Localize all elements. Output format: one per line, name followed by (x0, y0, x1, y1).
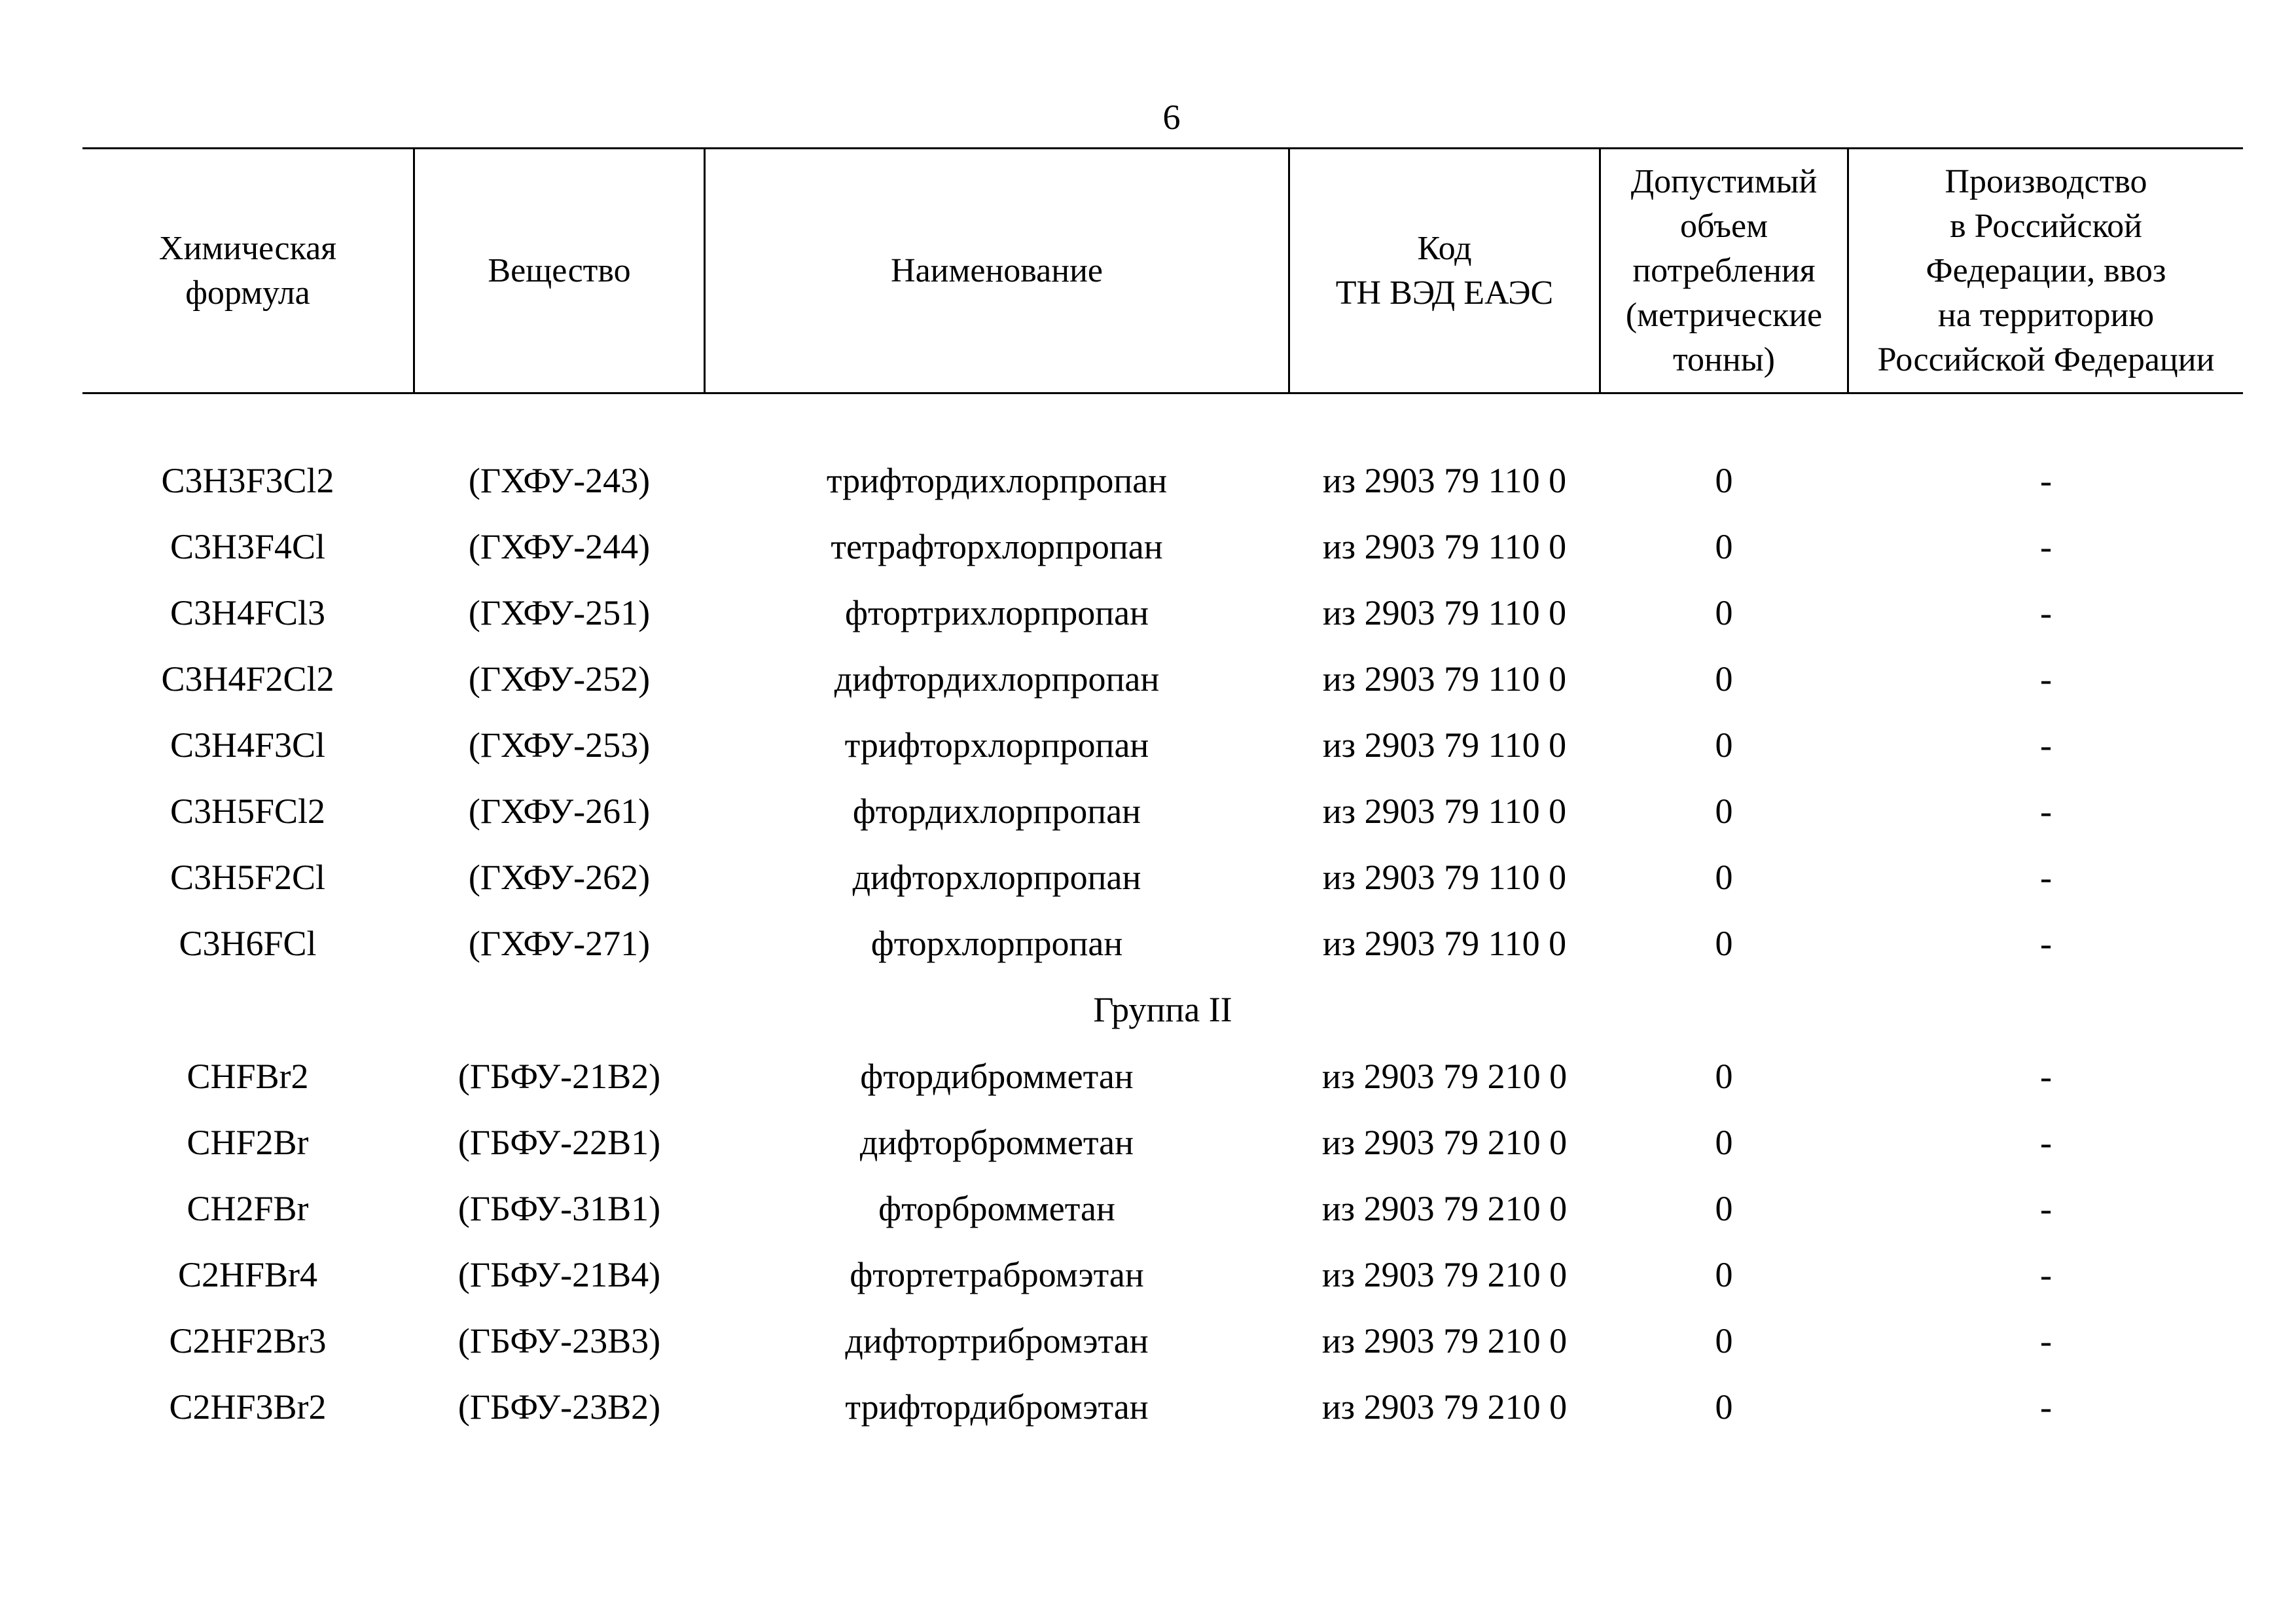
table-row (0, 1044, 2296, 1109)
allowed-volume: 0 (1715, 792, 1733, 831)
tn-ved-code: из 2903 79 110 0 (1322, 792, 1567, 831)
tn-ved-code: из 2903 79 110 0 (1322, 924, 1567, 963)
chemical-formula: C3H4F2Cl2 (161, 659, 334, 699)
table-row (0, 646, 2296, 712)
page-number: 6 (1162, 98, 1181, 137)
substance-name: дифторхлорпропан (852, 858, 1141, 897)
substance-name: трифтордибромэтан (845, 1387, 1149, 1427)
substance-code: (ГХФУ-244) (468, 527, 651, 566)
table-row (0, 911, 2296, 976)
substance-code: (ГХФУ-252) (468, 659, 651, 699)
allowed-volume: 0 (1715, 858, 1733, 897)
production-import: - (2040, 527, 2052, 566)
tn-ved-code: из 2903 79 210 0 (1321, 1255, 1568, 1294)
chemical-formula: CH2FBr (187, 1189, 309, 1228)
substance-code: (ГБФУ-23B2) (457, 1387, 661, 1427)
chemical-formula: C3H4F3Cl (170, 725, 326, 765)
substance-code: (ГБФУ-22B1) (457, 1123, 661, 1162)
substance-code: (ГХФУ-243) (468, 461, 651, 500)
allowed-volume: 0 (1715, 1255, 1733, 1294)
table-row (0, 1110, 2296, 1175)
allowed-volume: 0 (1715, 924, 1733, 963)
allowed-volume: 0 (1715, 725, 1733, 765)
tn-ved-code: из 2903 79 210 0 (1321, 1189, 1568, 1228)
tn-ved-code: из 2903 79 210 0 (1321, 1057, 1568, 1096)
header-tn-ved-code: Код ТН ВЭД ЕАЭС (1335, 229, 1554, 312)
chemical-formula: C3H5F2Cl (170, 858, 326, 897)
table-row (0, 845, 2296, 910)
substance-name: фтортрихлорпропан (845, 593, 1149, 632)
substance-name: фтортетрабромэтан (850, 1255, 1144, 1294)
table-row (0, 580, 2296, 646)
production-import: - (2040, 1057, 2052, 1096)
production-import: - (2040, 1123, 2052, 1162)
substance-code: (ГБФУ-21B4) (457, 1255, 661, 1294)
substance-name: дифтортрибромэтан (845, 1321, 1149, 1360)
tn-ved-code: из 2903 79 110 0 (1322, 461, 1567, 500)
allowed-volume: 0 (1715, 593, 1733, 632)
substance-name: трифтордихлорпропан (826, 461, 1168, 500)
substance-name: трифторхлорпропан (844, 725, 1149, 765)
chemical-formula: C2HF2Br3 (169, 1321, 327, 1360)
table-row (0, 514, 2296, 579)
chemical-formula: C3H6FCl (179, 924, 317, 963)
production-import: - (2040, 593, 2052, 632)
tn-ved-code: из 2903 79 110 0 (1322, 858, 1567, 897)
header-allowed-volume: Допустимый объем потребления (метрические тонны) (1625, 162, 1823, 378)
production-import: - (2040, 792, 2052, 831)
tn-ved-code: из 2903 79 110 0 (1322, 593, 1567, 632)
table-row (0, 712, 2296, 778)
header-substance: Вещество (488, 251, 631, 289)
table-header (82, 147, 2243, 394)
substance-code: (ГБФУ-31B1) (457, 1189, 661, 1228)
production-import: - (2040, 1387, 2052, 1427)
allowed-volume: 0 (1715, 1321, 1733, 1360)
production-import: - (2040, 659, 2052, 699)
substance-code: (ГХФУ-261) (468, 792, 651, 831)
chemical-formula: C2HFBr4 (177, 1255, 318, 1294)
table-row (0, 778, 2296, 844)
production-import: - (2040, 1321, 2052, 1360)
tn-ved-code: из 2903 79 110 0 (1322, 527, 1567, 566)
substance-name: дифтордихлорпропан (834, 659, 1160, 699)
allowed-volume: 0 (1715, 659, 1733, 699)
allowed-volume: 0 (1715, 1387, 1733, 1427)
production-import: - (2040, 725, 2052, 765)
header-production-import: Производство в Российской Федерации, ввоз на территорию Российской Федерации (1877, 162, 2215, 378)
table-row (0, 1242, 2296, 1307)
allowed-volume: 0 (1715, 527, 1733, 566)
allowed-volume: 0 (1715, 1057, 1733, 1096)
tn-ved-code: из 2903 79 110 0 (1322, 725, 1567, 765)
table-row (0, 1308, 2296, 1374)
production-import: - (2040, 1255, 2052, 1294)
substance-name: тетрафторхлорпропан (831, 527, 1163, 566)
header-name: Наименование (891, 251, 1103, 289)
substance-code: (ГХФУ-251) (468, 593, 651, 632)
substance-code: (ГХФУ-262) (468, 858, 651, 897)
chemical-formula: CHFBr2 (187, 1057, 309, 1096)
chemical-formula: C3H3F4Cl (170, 527, 326, 566)
substance-name: фтордихлорпропан (852, 792, 1141, 831)
chemical-formula: C2HF3Br2 (169, 1387, 327, 1427)
table-row (0, 448, 2296, 513)
chemical-formula: C3H3F3Cl2 (161, 461, 334, 500)
substance-code: (ГБФУ-23B3) (457, 1321, 661, 1360)
substance-code: (ГХФУ-271) (468, 924, 651, 963)
production-import: - (2040, 858, 2052, 897)
allowed-volume: 0 (1715, 1123, 1733, 1162)
chemical-formula: CHF2Br (187, 1123, 309, 1162)
header-chemical-formula: Химическая формула (158, 229, 337, 312)
allowed-volume: 0 (1715, 461, 1733, 500)
tn-ved-code: из 2903 79 110 0 (1322, 659, 1567, 699)
production-import: - (2040, 924, 2052, 963)
table-row (0, 1374, 2296, 1440)
chemical-formula: C3H4FCl3 (170, 593, 326, 632)
substance-name: фторбромметан (878, 1189, 1115, 1228)
group-title: Группа II (1093, 990, 1232, 1029)
tn-ved-code: из 2903 79 210 0 (1321, 1387, 1568, 1427)
substance-code: (ГБФУ-21B2) (457, 1057, 661, 1096)
substance-code: (ГХФУ-253) (468, 725, 651, 765)
substance-name: дифторбромметан (859, 1123, 1134, 1162)
table-row (0, 1176, 2296, 1241)
production-import: - (2040, 461, 2052, 500)
substance-name: фторхлорпропан (870, 924, 1123, 963)
substance-name: фтордибромметан (860, 1057, 1134, 1096)
production-import: - (2040, 1189, 2052, 1228)
tn-ved-code: из 2903 79 210 0 (1321, 1321, 1568, 1360)
chemical-formula: C3H5FCl2 (170, 792, 326, 831)
allowed-volume: 0 (1715, 1189, 1733, 1228)
tn-ved-code: из 2903 79 210 0 (1321, 1123, 1568, 1162)
